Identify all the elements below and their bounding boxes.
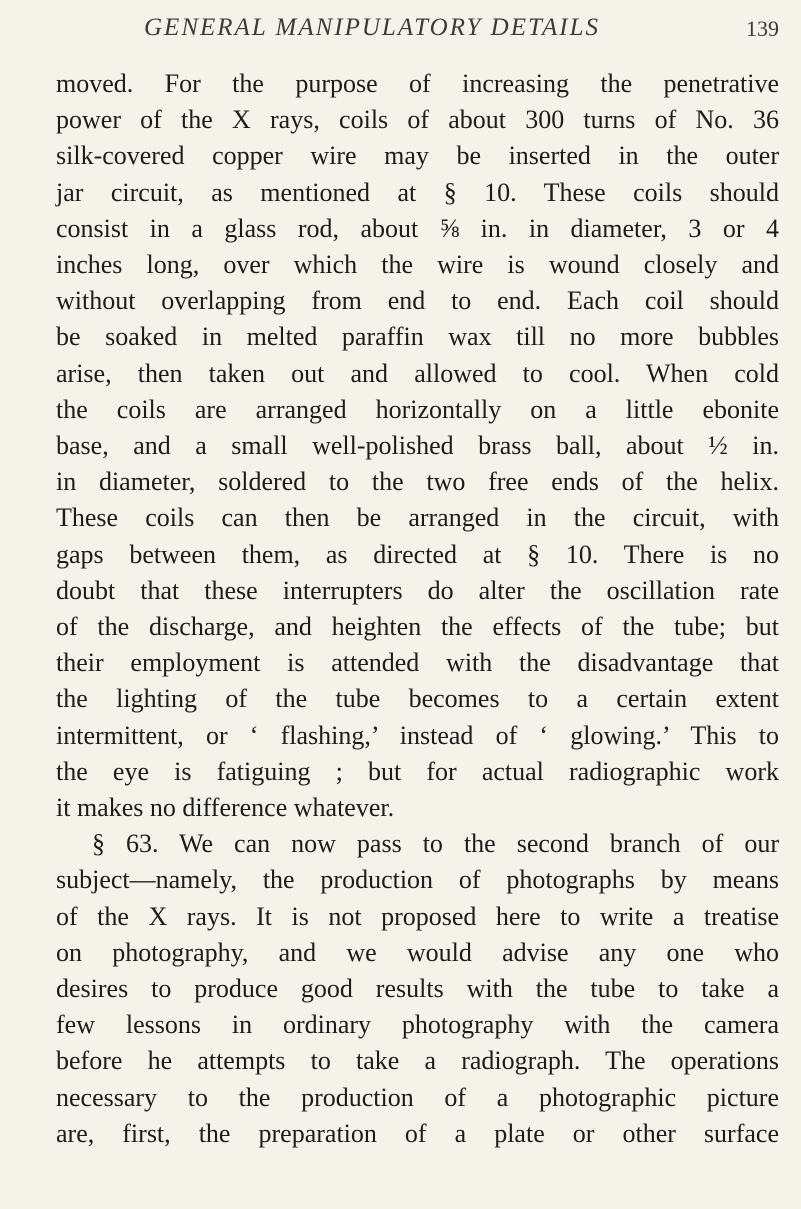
text-line: desires to produce good results with the tube to take a (56, 974, 779, 1004)
text-line: the lighting of the tube becomes to a certain extent (56, 684, 779, 714)
text-line: are, first, the preparation of a plate or other surface (56, 1118, 779, 1148)
running-head (56, 14, 779, 54)
text-line: be soaked in melted paraffin wax till no more bubbles (56, 322, 779, 352)
text-line: arise, then taken out and allowed to cool. When cold (56, 358, 779, 388)
text-line: of the discharge, and heighten the effects of the tube; but (56, 612, 779, 642)
running-head-title: GENERAL MANIPULATORY DETAILS (144, 14, 601, 41)
text-line: their employment is attended with the disadvantage that (56, 648, 779, 678)
text-line: subject—namely, the production of photographs by means (56, 865, 779, 895)
text-line: silk-covered copper wire may be inserted in the outer (56, 141, 779, 171)
text-line: of the X rays. It is not proposed here to write a treatise (56, 901, 779, 931)
text-line: consist in a glass rod, about ⅝ in. in diameter, 3 or 4 (56, 213, 779, 243)
text-line: base, and a small well-polished brass ball, about ½ in. (56, 431, 779, 461)
text-line: it makes no difference whatever. (56, 793, 395, 823)
text-line: § 63. We can now pass to the second branch of our (92, 829, 779, 859)
text-line: power of the X rays, coils of about 300 turns of No. 36 (56, 105, 779, 135)
text-line: in diameter, soldered to the two free ends of the helix. (56, 467, 779, 497)
text-line: on photography, and we would advise any one who (56, 937, 779, 967)
text-line: necessary to the production of a photographic picture (56, 1082, 779, 1112)
body-text (56, 66, 779, 1152)
text-line: before he attempts to take a radiograph. The operations (56, 1046, 779, 1076)
text-line: gaps between them, as directed at § 10. There is no (56, 539, 779, 569)
text-line: intermittent, or ‘ flashing,’ instead of ‘ glowing.’ This to (56, 720, 779, 750)
text-line: few lessons in ordinary photography with the camera (56, 1010, 779, 1040)
text-line: jar circuit, as mentioned at § 10. These coils should (56, 177, 779, 207)
text-line: the coils are arranged horizontally on a little ebonite (56, 394, 779, 424)
text-line: moved. For the purpose of increasing the penetrative (56, 69, 779, 98)
text-line: doubt that these interrupters do alter the oscillation rate (56, 575, 779, 605)
page-number: 139 (746, 16, 779, 41)
text-line: These coils can then be arranged in the circuit, with (56, 503, 779, 533)
text-line: inches long, over which the wire is wound closely and (56, 250, 779, 280)
text-line: the eye is fatiguing ; but for actual radiographic work (56, 756, 779, 786)
text-line: without overlapping from end to end. Each coil should (56, 286, 779, 316)
